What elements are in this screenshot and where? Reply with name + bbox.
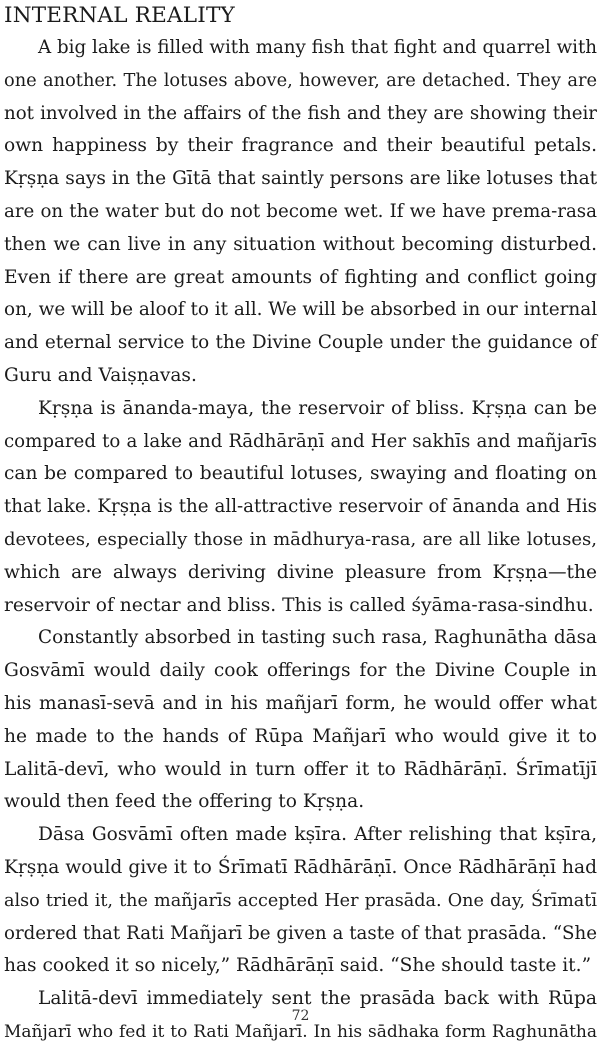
- text-line-content: Guru and Vaiṣṇavas.: [4, 364, 197, 386]
- text-line: [4, 294, 597, 327]
- text-line-content: has cooked it so nicely,” Rādhārāṇī said. “She should taste it.”: [4, 955, 592, 977]
- text-line-content: would then feed the offering to Kṛṣṇa.: [4, 791, 365, 813]
- text-line-content: Constantly absorbed in tasting such rasa, Raghunātha dāsa: [38, 627, 597, 649]
- text-line-content: Lalitā-devī, who would in turn offer it to Rādhārāṇī. Śrīmatījī: [4, 758, 597, 780]
- text-line: [4, 229, 597, 262]
- text-line-content: reservoir of nectar and bliss. This is called śyāma-rasa-sindhu.: [4, 594, 594, 616]
- text-line-content: one another. The lotuses above, however, are detached. They are: [4, 69, 597, 91]
- text-line: [4, 32, 597, 65]
- text-line-content: Mañjarī who fed it to Rati Mañjarī. In his sādhaka form Raghunātha: [4, 1021, 597, 1042]
- book-page: [4, 0, 598, 1042]
- text-line-content: are on the water but do not become wet. If we have prema-rasa: [4, 200, 597, 222]
- text-line: [4, 622, 597, 655]
- text-line-content: and eternal service to the Divine Couple under the guidance of: [4, 332, 597, 354]
- text-line: [4, 524, 597, 557]
- text-line: [4, 950, 597, 983]
- text-line-content: on, we will be aloof to it all. We will be absorbed in our internal: [4, 299, 598, 321]
- running-header: INTERNAL REALITY: [4, 3, 235, 28]
- text-line-content: that lake. Kṛṣṇa is the all-attractive reservoir of ānanda and His: [4, 496, 597, 518]
- page-number: 72: [291, 1008, 310, 1024]
- text-line: [4, 819, 597, 852]
- text-line: [4, 130, 597, 163]
- text-line-content: he made to the hands of Rūpa Mañjarī who would give it to: [4, 725, 597, 747]
- text-line: [4, 491, 597, 524]
- text-line: [4, 426, 597, 459]
- text-line-content: Kṛṣṇa would give it to Śrīmatī Rādhārāṇī. Once Rādhārāṇī had: [4, 856, 597, 878]
- text-line-content: A big lake is filled with many fish that fight and quarrel with: [38, 37, 597, 58]
- text-line: [4, 885, 597, 918]
- text-line-content: which are always deriving divine pleasure from Kṛṣṇa—the: [4, 561, 597, 583]
- text-line-content: devotees, especially those in mādhurya-rasa, are all like lotuses,: [4, 528, 597, 550]
- text-line: [4, 360, 597, 393]
- text-line: [4, 655, 597, 688]
- text-line-content: Dāsa Gosvāmī often made kṣīra. After relishing that kṣīra,: [38, 824, 597, 846]
- text-line: [4, 852, 597, 885]
- text-line-content: not involved in the affairs of the fish and they are showing their: [4, 102, 597, 124]
- text-line: [4, 721, 597, 754]
- text-line: [4, 262, 597, 295]
- text-line: [4, 327, 597, 360]
- text-line: [4, 688, 597, 721]
- text-line-content: Lalitā-devī immediately sent the prasāda back with Rūpa: [38, 988, 597, 1010]
- text-line: [4, 65, 597, 98]
- text-line: [4, 98, 597, 131]
- text-line-content: ordered that Rati Mañjarī be given a taste of that prasāda. “She: [4, 922, 597, 944]
- text-line-content: Kṛṣṇa is ānanda-maya, the reservoir of bliss. Kṛṣṇa can be: [38, 397, 597, 419]
- text-line-content: Gosvāmī would daily cook offerings for the Divine Couple in: [4, 660, 597, 682]
- text-line: [4, 557, 597, 590]
- text-line: [4, 754, 597, 787]
- text-line-content: compared to a lake and Rādhārāṇī and Her sakhīs and mañjarīs: [4, 430, 597, 452]
- text-line: [4, 163, 597, 196]
- text-line-content: Kṛṣṇa says in the Gītā that saintly persons are like lotuses that: [4, 168, 598, 190]
- text-line: [4, 393, 597, 426]
- text-line: [4, 918, 597, 951]
- text-line-content: own happiness by their fragrance and their beautiful petals.: [4, 135, 597, 157]
- text-line-content: can be compared to beautiful lotuses, swaying and floating on: [4, 463, 597, 485]
- text-line-content: his manasī-sevā and in his mañjarī form, he would offer what: [4, 692, 597, 714]
- text-line: [4, 458, 597, 491]
- text-line: [4, 786, 597, 819]
- text-line-content: Even if there are great amounts of fighting and conflict going: [4, 266, 597, 288]
- text-line-content: also tried it, the mañjarīs accepted Her prasāda. One day, Śrīmatī: [4, 890, 597, 911]
- text-line-content: then we can live in any situation without becoming disturbed.: [4, 233, 597, 255]
- body-text: [4, 32, 597, 1049]
- text-line: [4, 590, 597, 623]
- text-line: [4, 196, 597, 229]
